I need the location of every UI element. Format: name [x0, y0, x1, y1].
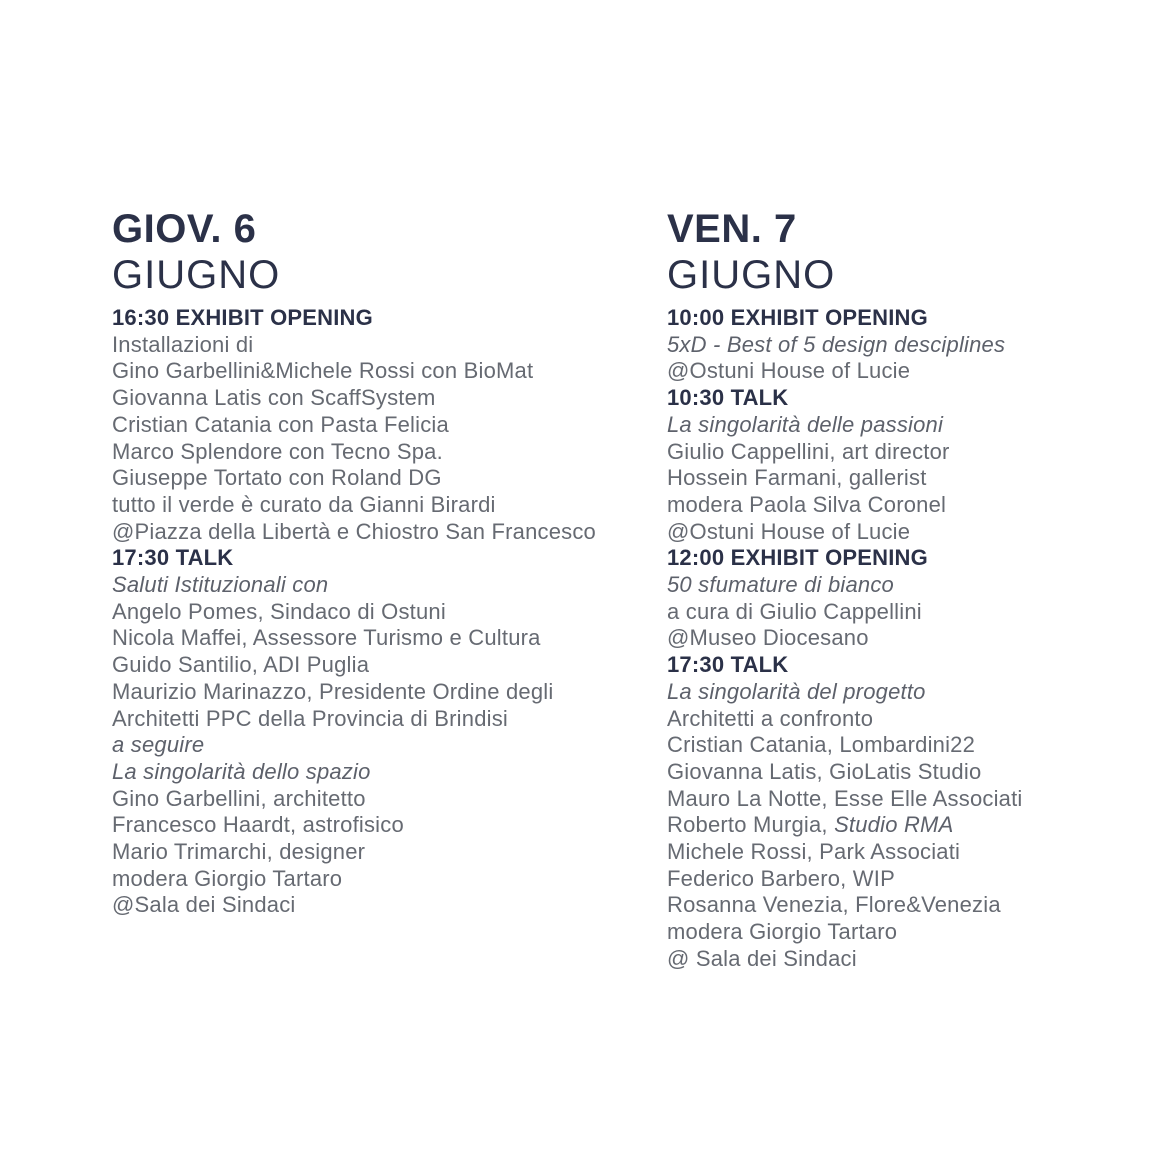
event-line-text: Guido Santilio, ADI Puglia	[112, 652, 370, 678]
event-line	[667, 812, 1147, 839]
event-line	[667, 706, 1147, 733]
event-line	[112, 759, 667, 786]
event	[667, 305, 1147, 385]
event-line-text: Roberto Murgia,	[667, 812, 835, 838]
event-program	[112, 206, 1147, 973]
month-title: GIUGNO	[667, 253, 836, 297]
event-line	[667, 519, 1147, 546]
event-line-text: Mario Trimarchi, designer	[112, 839, 366, 865]
event-line	[112, 732, 667, 759]
event-line-italic-text: 5xD - Best of 5 design desciplines	[667, 331, 1006, 357]
event-line-italic-text: La singolarità del progetto	[667, 678, 926, 704]
event-line	[667, 839, 1147, 866]
event-line-text: Nicola Maffei, Assessore Turismo e Cultura	[112, 625, 541, 651]
event-line-text: @Museo Diocesano	[667, 625, 869, 651]
event-line	[667, 892, 1147, 919]
event-line-italic-text: La singolarità dello spazio	[112, 758, 371, 784]
event-line-italic-text: Saluti Istituzionali con	[112, 572, 329, 598]
event-line	[112, 866, 667, 893]
event-line-text: Gino Garbellini, architetto	[112, 785, 366, 811]
month-title: GIUGNO	[112, 253, 281, 297]
event-line	[667, 465, 1147, 492]
event-line	[667, 599, 1147, 626]
event-line-text: @ Sala dei Sindaci	[667, 945, 857, 971]
event-line-text: Rosanna Venezia, Flore&Venezia	[667, 892, 1001, 918]
event-time-title: 16:30 EXHIBIT OPENING	[112, 305, 373, 330]
event-line	[667, 786, 1147, 813]
event-line	[112, 358, 667, 385]
event	[667, 545, 1147, 652]
event-line-text: Angelo Pomes, Sindaco di Ostuni	[112, 598, 446, 624]
event-line-italic-text: a seguire	[112, 732, 205, 758]
event-line-text: Hossein Farmani, gallerist	[667, 465, 927, 491]
day-column-ven-7	[667, 206, 1147, 973]
event-line	[667, 439, 1147, 466]
event-line-text: Gino Garbellini&Michele Rossi con BioMat	[112, 358, 534, 384]
event-line	[667, 492, 1147, 519]
event-line-text: Michele Rossi, Park Associati	[667, 839, 961, 865]
event-line	[112, 439, 667, 466]
event-line	[667, 732, 1147, 759]
day-title: VEN. 7	[667, 207, 797, 251]
event-line	[667, 358, 1147, 385]
event-line	[667, 625, 1147, 652]
event-line-text: Mauro La Notte, Esse Elle Associati	[667, 785, 1023, 811]
event-line-text: Federico Barbero, WIP	[667, 865, 895, 891]
event-line-text: Maurizio Marinazzo, Presidente Ordine degli	[112, 678, 554, 704]
event-line	[112, 412, 667, 439]
event-time-title: 17:30 TALK	[667, 652, 789, 678]
event-line-text: Installazioni di	[112, 331, 254, 357]
event-line	[112, 706, 667, 733]
event-line-text: @Piazza della Libertà e Chiostro San Francesco	[112, 518, 596, 544]
event-line	[112, 519, 667, 546]
event-line-text: Giovanna Latis con ScaffSystem	[112, 385, 436, 411]
event	[112, 545, 667, 919]
event-line-text: a cura di Giulio Cappellini	[667, 598, 922, 624]
event-line	[667, 332, 1147, 359]
event-line-text: Cristian Catania, Lombardini22	[667, 732, 976, 758]
event-line-text: modera Paola Silva Coronel	[667, 491, 947, 517]
event-line-text: @Sala dei Sindaci	[112, 892, 296, 918]
event-line	[667, 946, 1147, 973]
event-line	[667, 572, 1147, 599]
event-line-italic-text: La singolarità delle passioni	[667, 411, 944, 437]
event-line-text: Marco Splendore con Tecno Spa.	[112, 438, 443, 464]
event-line	[112, 572, 667, 599]
event-time-title: 17:30 TALK	[112, 545, 234, 571]
event-line	[112, 892, 667, 919]
event-line-text: Architetti PPC della Provincia di Brindisi	[112, 705, 508, 731]
event	[112, 305, 667, 545]
event-line	[667, 866, 1147, 893]
event-time-title: 10:00 EXHIBIT OPENING	[667, 305, 928, 330]
event-line	[112, 599, 667, 626]
event-line	[667, 412, 1147, 439]
day-title: GIOV. 6	[112, 207, 257, 251]
event-line-text: Giulio Cappellini, art director	[667, 438, 950, 464]
event-line-text: modera Giorgio Tartaro	[667, 919, 898, 945]
events-list	[667, 305, 1147, 973]
event-line-text: tutto il verde è curato da Gianni Birardi	[112, 491, 496, 517]
event-line	[112, 812, 667, 839]
event-line-text: Giuseppe Tortato con Roland DG	[112, 465, 442, 491]
event-line-text: Giovanna Latis, GioLatis Studio	[667, 758, 982, 784]
event-line-text: @Ostuni House of Lucie	[667, 518, 911, 544]
event-line	[112, 492, 667, 519]
event	[667, 385, 1147, 545]
event-line	[112, 385, 667, 412]
event-line	[112, 679, 667, 706]
event-time-title: 12:00 EXHIBIT OPENING	[667, 545, 928, 571]
event-line	[112, 652, 667, 679]
event-line	[667, 679, 1147, 706]
day-column-giov-6	[112, 206, 667, 973]
event-line-text: modera Giorgio Tartaro	[112, 865, 343, 891]
event-line	[112, 625, 667, 652]
events-list	[112, 305, 667, 919]
event-line	[112, 786, 667, 813]
event-line	[667, 919, 1147, 946]
event	[667, 652, 1147, 972]
event-line	[667, 759, 1147, 786]
event-line	[112, 839, 667, 866]
event-line-text: Cristian Catania con Pasta Felicia	[112, 411, 449, 437]
event-line-text: Architetti a confronto	[667, 705, 874, 731]
event-time-title: 10:30 TALK	[667, 385, 789, 411]
event-line-italic-text: 50 sfumature di bianco	[667, 572, 894, 598]
event-line-italic-text: Studio RMA	[834, 812, 954, 838]
event-line	[112, 332, 667, 359]
event-line	[112, 465, 667, 492]
event-line-text: @Ostuni House of Lucie	[667, 358, 911, 384]
event-line-text: Francesco Haardt, astrofisico	[112, 812, 404, 838]
